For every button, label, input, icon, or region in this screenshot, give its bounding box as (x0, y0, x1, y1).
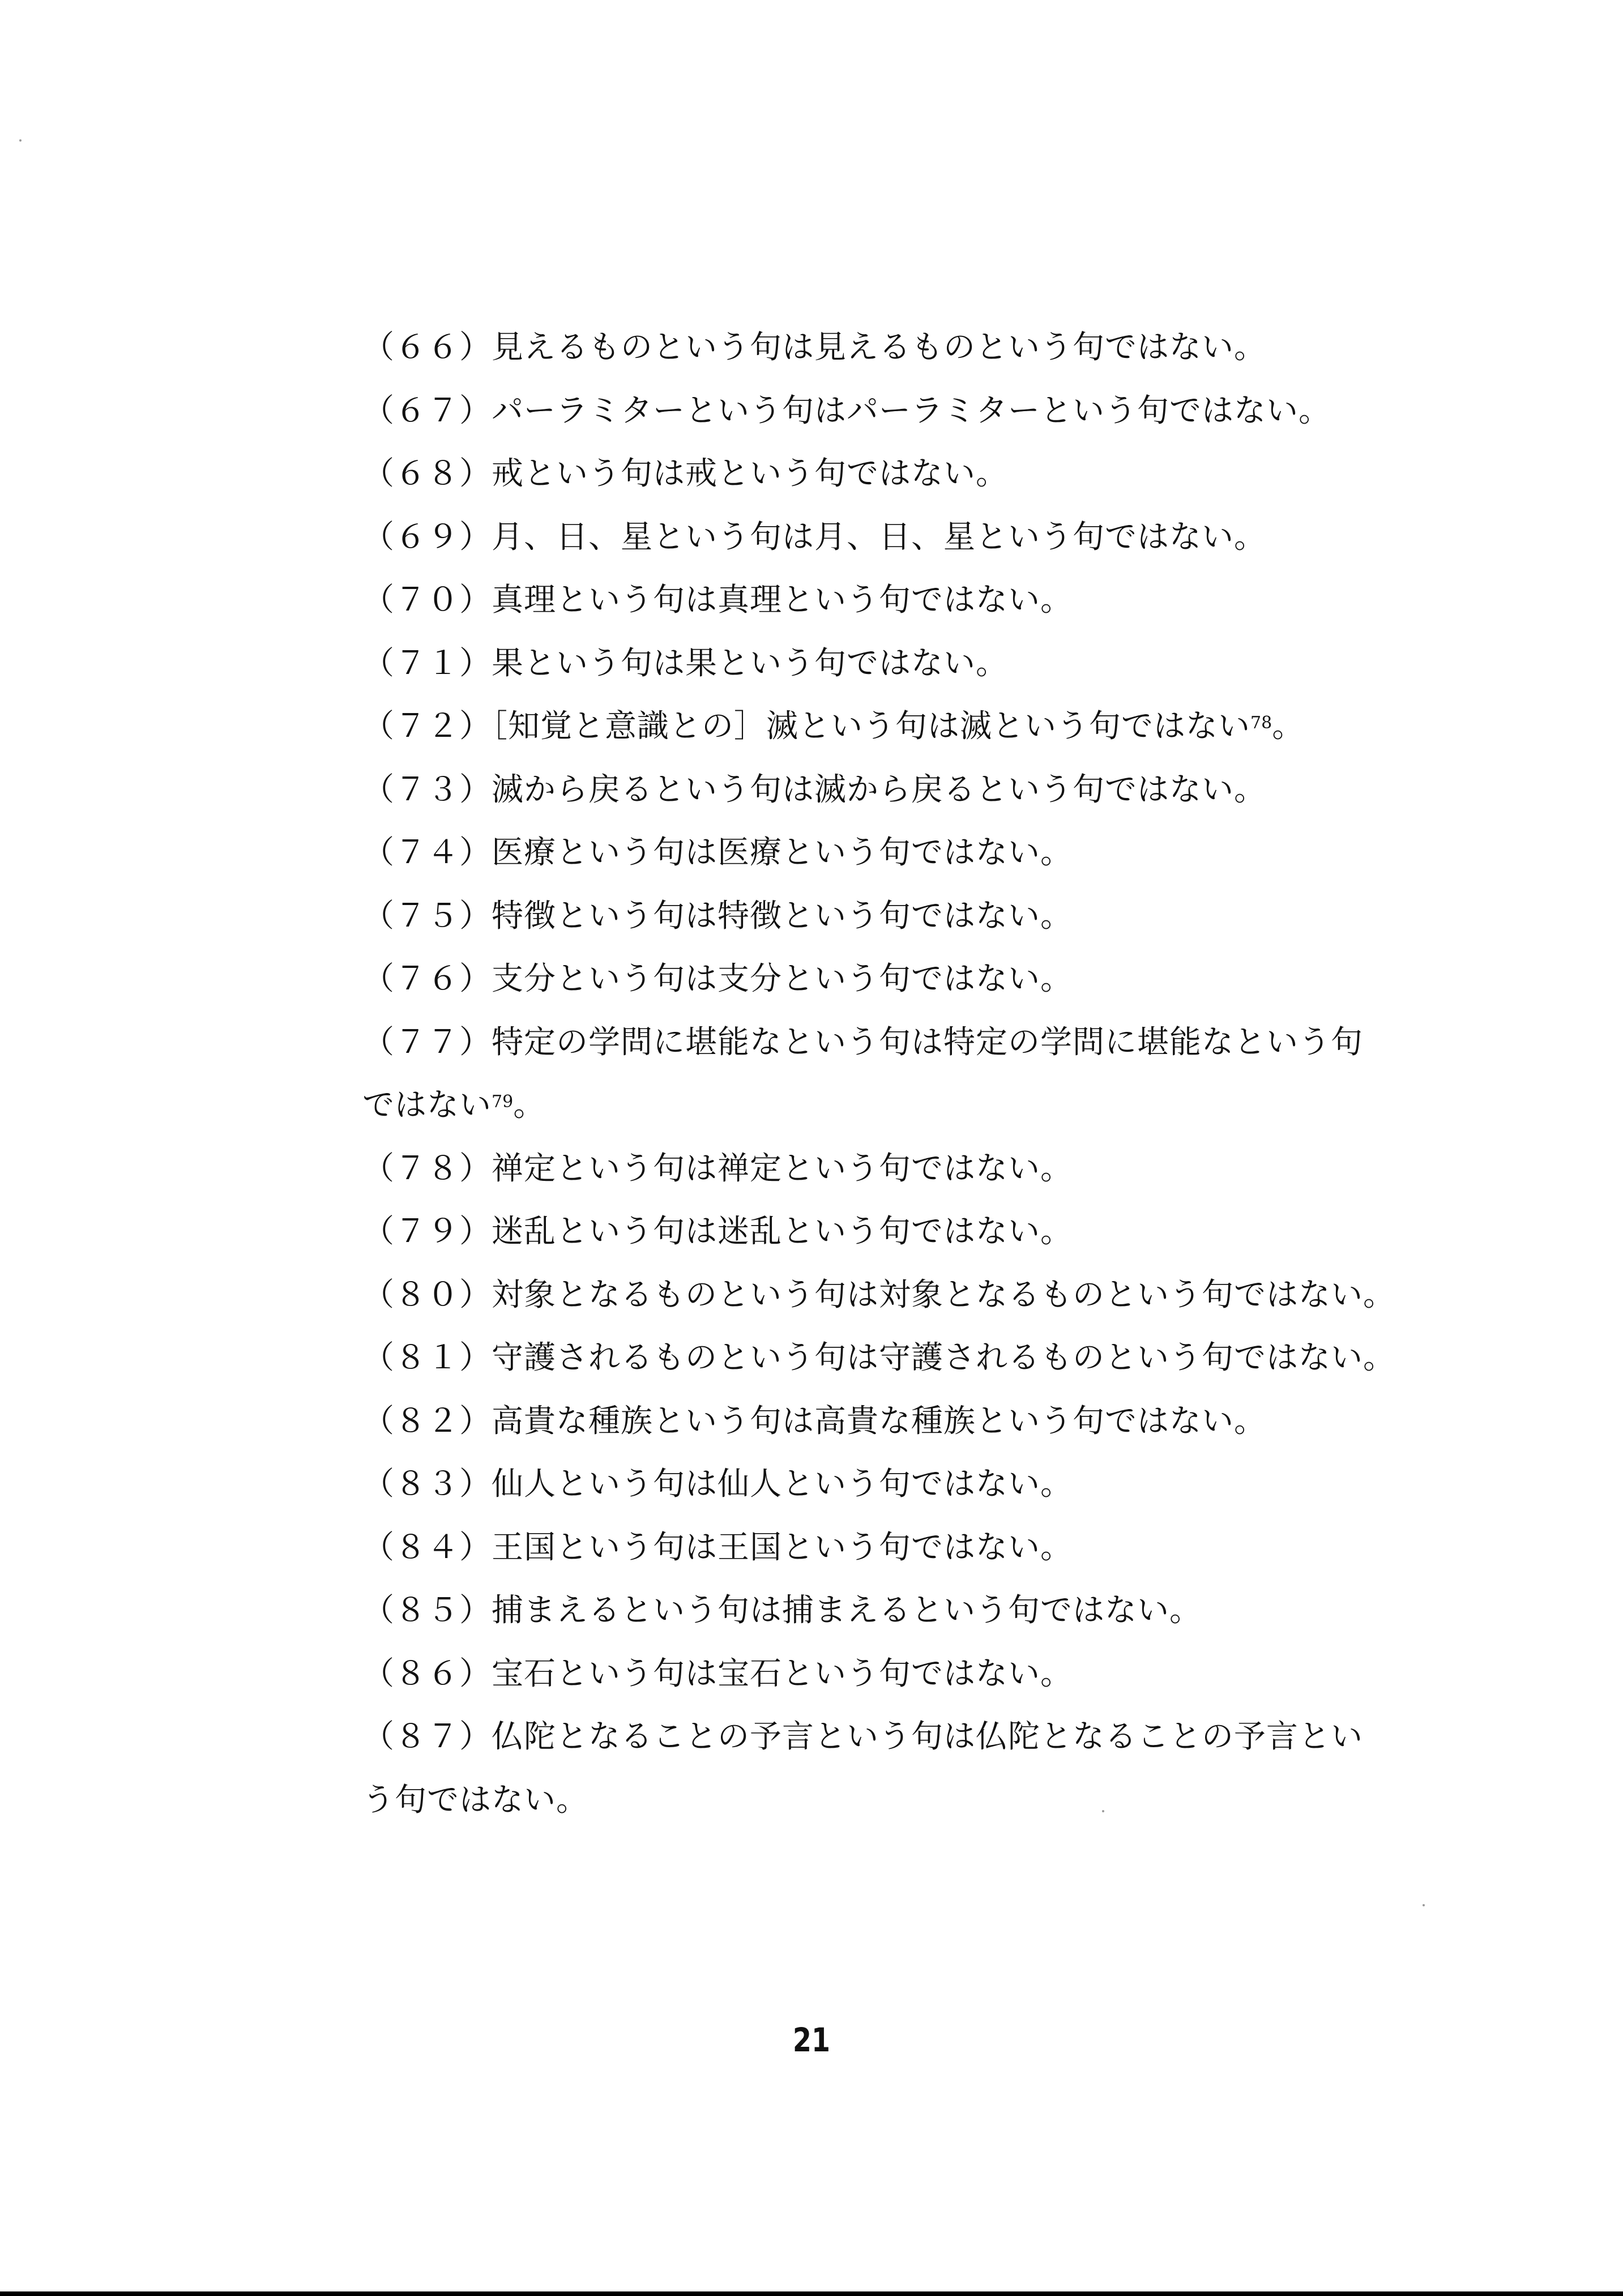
line-text: （８６）宝石という句は宝石という句ではない。 (362, 1655, 1073, 1692)
line-text: （７２）［知覚と意識との］滅という句は滅という句ではない (362, 708, 1250, 745)
scan-speck (19, 139, 22, 142)
line-text: （７８）禅定という句は禅定という句ではない。 (362, 1150, 1073, 1187)
line-text: （８０）対象となるものという句は対象となるものという句ではない。 (362, 1276, 1395, 1313)
body-text (362, 316, 1395, 1832)
line-text: （８１）守護されるものという句は守護されるものという句ではない。 (362, 1339, 1395, 1376)
text-line (362, 1264, 1395, 1327)
bottom-rule (0, 2291, 1623, 2296)
text-line (362, 1579, 1370, 1642)
text-line (362, 316, 1370, 379)
line-text: （７０）真理という句は真理という句ではない。 (362, 582, 1073, 618)
line-text: （７１）果という句は果という句ではない。 (362, 645, 1008, 682)
text-line (362, 1453, 1370, 1516)
footnote-marker: 78 (1250, 713, 1272, 733)
line-text: （８４）王国という句は王国という句ではない。 (362, 1529, 1073, 1566)
text-line (362, 1516, 1370, 1580)
text-line (362, 1642, 1370, 1706)
text-line (362, 1200, 1370, 1264)
text-line (362, 821, 1370, 885)
line-text: （６９）月、日、星という句は月、日、星という句ではない。 (362, 518, 1266, 556)
line-text: う句ではない。 (362, 1781, 588, 1819)
line-text: （８５）捕まえるという句は捕まえるという句ではない。 (362, 1592, 1202, 1629)
text-line (362, 1074, 1370, 1137)
scan-speck (1102, 1810, 1104, 1812)
line-text: （７５）特徴という句は特徴という句ではない。 (362, 897, 1073, 934)
line-text: （７６）支分という句は支分という句ではない。 (362, 961, 1073, 997)
line-tail: 。 (1272, 708, 1305, 745)
line-text: （６６）見えるものという句は見えるものという句ではない。 (362, 329, 1266, 366)
text-line (362, 1390, 1370, 1453)
text-line (362, 1705, 1370, 1769)
text-line (362, 632, 1370, 695)
footnote-marker: 79 (492, 1092, 514, 1112)
text-line (362, 758, 1370, 822)
text-line (362, 1769, 1370, 1832)
line-text: （７３）滅から戻るという句は滅から戻るという句ではない。 (362, 771, 1266, 808)
line-text: （７９）迷乱という句は迷乱という句ではない。 (362, 1213, 1073, 1250)
text-line (362, 695, 1370, 758)
text-line (362, 569, 1370, 632)
text-line (362, 1137, 1370, 1201)
line-text: （７４）医療という句は医療という句ではない。 (362, 834, 1073, 871)
text-line (362, 442, 1370, 506)
line-text: （７７）特定の学問に堪能なという句は特定の学問に堪能なという句 (362, 1023, 1363, 1061)
page-number: 21 (792, 2021, 831, 2059)
line-text: （８７）仏陀となることの予言という句は仏陀となることの予言とい (362, 1718, 1363, 1755)
text-line (362, 885, 1370, 948)
text-line (362, 948, 1370, 1011)
line-text: （８３）仙人という句は仙人という句ではない。 (362, 1466, 1073, 1503)
scan-speck (1423, 1904, 1425, 1906)
text-line (362, 379, 1370, 443)
line-text: ではない (362, 1087, 492, 1124)
line-text: （６７）パーラミターという句はパーラミターという句ではない。 (362, 392, 1331, 429)
text-line (362, 506, 1370, 569)
line-text: （８２）高貴な種族という句は高貴な種族という句ではない。 (362, 1402, 1266, 1440)
line-text: （６８）戒という句は戒という句ではない。 (362, 455, 1008, 492)
text-line (362, 1326, 1395, 1390)
line-tail: 。 (513, 1087, 546, 1124)
text-line (362, 1011, 1370, 1074)
